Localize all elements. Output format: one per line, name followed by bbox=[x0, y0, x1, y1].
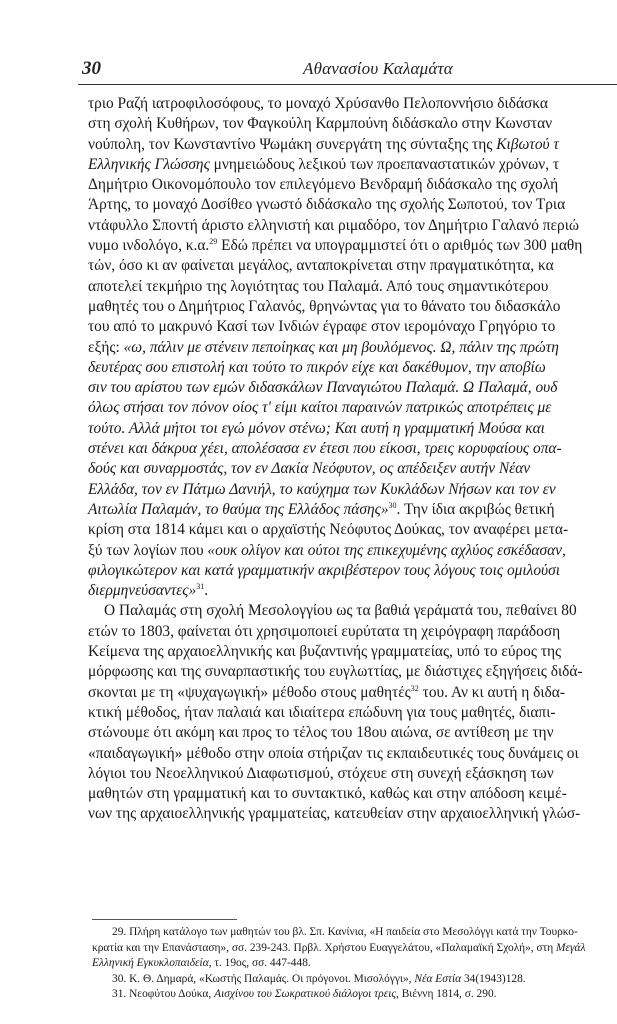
body-text-segment: ετών το 1803, φαίνεται ότι χρησιμοποιεί ευρύτατα τη χειρόγραφη παράδοση bbox=[88, 622, 561, 640]
body-text-segment: σκονται με τη «ψυχαγωγική» μέθοδο στους μαθητές bbox=[88, 683, 411, 701]
footnote-text-segment: 34(1943)128. bbox=[461, 972, 526, 985]
body-line bbox=[88, 338, 617, 358]
footnote-line bbox=[92, 925, 617, 941]
body-text-segment: φιλογικώτερον και κατά γραμματικήν ακριβέστερον τους λόγους τοις ομιλούσι bbox=[88, 561, 560, 579]
body-text-segment: σιν του αρίστου των εμών διδασκάλων Παναγιώτου Παλαμά. Ω Παλαμά, ουδ bbox=[88, 379, 558, 397]
body-line bbox=[88, 601, 617, 621]
page-number: 30 bbox=[82, 58, 101, 79]
body-line bbox=[88, 297, 617, 317]
footnote-text-segment: Νέα Εστία bbox=[414, 972, 462, 985]
body-text-segment: ξύ των λογίων που bbox=[88, 541, 208, 559]
body-text-segment: κτική μέθοδος, ήταν παλαιά και ιδιαίτερα επώδυνη για τους μαθητές, διαπι- bbox=[88, 703, 556, 721]
body-text-segment: όλως στήσαι τον πόνον οίος τ' είμι καίτοι παραινών πατρικώς αποτρέπεις με bbox=[88, 399, 552, 417]
footnote-reference: 30 bbox=[388, 500, 397, 510]
body-line bbox=[88, 784, 617, 804]
body-text-segment: Κιβωτού τ bbox=[496, 135, 559, 153]
body-text-segment: Κείμενα της αρχαιοελληνικής και βυζαντινής γραμματείας, υπό το εύρος της bbox=[88, 643, 562, 661]
footnote-reference: 32 bbox=[410, 683, 419, 693]
body-line bbox=[88, 358, 617, 378]
body-line bbox=[88, 135, 617, 155]
footnote-line bbox=[92, 941, 617, 957]
body-line bbox=[88, 195, 617, 215]
body-text-segment: κρίση στα 1814 κάμει και ο αρχαϊστής Νεόφυτος Δούκας, τον αναφέρει μετα- bbox=[88, 521, 569, 539]
footnote-text-segment: 30. Κ. Θ. Δημαρά, «Κωστής Παλαμάς. Οι πρόγονοι. Μισολόγγι», bbox=[112, 972, 415, 985]
body-line bbox=[88, 561, 617, 581]
body-text-segment: Άρτης, το μοναχό Δοσίθεο γνωστό διδάσκαλο της σχολής Σωποτού, τον Τρια bbox=[88, 196, 566, 214]
footnote-text-segment: Μεγάλ bbox=[556, 941, 586, 954]
body-text-segment: «ω, πάλιν με στένειν πεποίηκας και μη βουλόμενος. Ω, πάλιν της πρώτη bbox=[123, 338, 559, 356]
footnote-text-segment: Ελληνική Εγκυκλοπαιδεία bbox=[92, 957, 209, 969]
body-line bbox=[88, 581, 617, 601]
footnote-text-segment: , τ. 19ος, σσ. 447-448. bbox=[208, 957, 311, 969]
body-text-segment: αποτελεί τεκμήριο της λογιότητας του Παλαμά. Από τους σημαντικότερου bbox=[88, 277, 549, 295]
body-text-segment: μαθητές του ο Δημήτριος Γαλανός, θρηνώντας για το θάνατο του διδασκάλο bbox=[88, 297, 561, 315]
body-line bbox=[88, 398, 617, 418]
body-line bbox=[88, 804, 617, 824]
body-text-segment: του από το μακρυνό Κασί των Ινδιών έγραφε στον ιερομόναχο Γρηγόριο το bbox=[88, 318, 556, 336]
body-line bbox=[88, 439, 617, 459]
body-text bbox=[88, 94, 617, 825]
header-rule bbox=[78, 84, 617, 85]
body-text-segment: Αιτωλία Παλαμάν, το θαύμα της Ελλάδος πάσης» bbox=[88, 500, 389, 518]
body-line bbox=[88, 622, 617, 642]
footnote-text-segment: 29. Πλήρη κατάλογο των μαθητών του βλ. Σπ. Κανίνια, «Η παιδεία στο Μεσολόγγι κατά την Τουρκο- bbox=[112, 926, 578, 938]
footnote-rule bbox=[92, 919, 237, 920]
running-title: Αθανασίου Καλαμάτα bbox=[303, 59, 453, 78]
body-text-segment: μνημειώδους λεξικού των προεπαναστατικών χρόνων, τ bbox=[209, 155, 560, 173]
body-text-segment: Ελλάδα, τον εν Πάτμω Δανιήλ, το καύχημα των Κυκλάδων Νήσων και τον εν bbox=[88, 480, 556, 498]
body-line bbox=[88, 317, 617, 337]
footnote-line bbox=[92, 972, 617, 988]
body-line bbox=[88, 114, 617, 134]
body-text-segment: . bbox=[204, 582, 209, 600]
body-line bbox=[88, 94, 617, 114]
body-text-segment: τριο Ραζή ιατροφιλοσόφους, το μοναχό Χρύσανθο Πελοποννήσιο διδάσκα bbox=[88, 95, 548, 112]
body-text-segment: «ουκ ολίγον και ούτοι της επικεχυμένης αχλύος εσκέδασαν, bbox=[207, 541, 566, 559]
body-line bbox=[88, 500, 617, 520]
body-text-segment: . Την ίδια ακριβώς θετική bbox=[396, 500, 555, 518]
body-text-segment: στένει και δάκρυα χέει, απολέσασα εν έτεσι που είκοσι, τρεις κορυφαίους οπα- bbox=[88, 440, 562, 458]
body-text-segment: του. Αν κι αυτή η διδα- bbox=[418, 683, 565, 701]
body-line bbox=[88, 419, 617, 439]
body-line bbox=[88, 520, 617, 540]
footnote-reference: 29 bbox=[209, 236, 218, 246]
body-text-segment: Δημήτριο Οικονομόπουλο τον επιλεγόμενο Βενδραμή διδάσκαλο της σχολή bbox=[88, 176, 559, 194]
body-line bbox=[88, 480, 617, 500]
body-text-segment: Ελληνικής Γλώσσης bbox=[88, 155, 210, 173]
body-line bbox=[88, 642, 617, 662]
footnote-text-segment: , Βιέννη 1814, σ. 290. bbox=[396, 988, 497, 1000]
body-line bbox=[88, 703, 617, 723]
body-line bbox=[88, 155, 617, 175]
body-line bbox=[88, 764, 617, 784]
body-text-segment: τούτο. Αλλά μήτοι τοι εγώ μόνον στένω; Και αυτή η γραμματική Μούσα και bbox=[88, 419, 545, 437]
body-line bbox=[88, 683, 617, 703]
body-text-segment: «παιδαγωγική» μέθοδο στην οποία στήριζαν τις εκπαιδευτικές τους δυνάμεις οι bbox=[88, 744, 579, 762]
body-text-segment: δευτέρας σου επιστολή και τούτο το πικρόν είχε και δακέθυμον, την αποβίω bbox=[88, 358, 546, 376]
body-text-segment: Ο Παλαμάς στη σχολή Μεσολογγίου ως τα βαθιά γεράματά του, πεθαίνει 80 bbox=[104, 602, 577, 620]
body-text-segment: στη σχολή Κυθήρων, τον Φαγκούλη Καρμπούνη διδάσκαλο στην Κωνσταν bbox=[88, 115, 553, 133]
footnote-line bbox=[92, 987, 617, 1003]
footnote-text-segment: κρατία και την Επανάσταση», σσ. 239-243. Πρβλ. Χρήστου Ευαγγελάτου, «Παλαμαϊκή Σχολή», στη bbox=[92, 941, 557, 954]
body-text-segment: νούπολη, τον Κωνσταντίνο Ψωμάκη συνεργάτη της σύνταξης της bbox=[88, 135, 497, 153]
body-text-segment: μόρφωσης και της συναρπαστικής του ευγλωττίας, με διάστιχες εξηγήσεις διδά- bbox=[88, 663, 583, 681]
body-line bbox=[88, 256, 617, 276]
body-text-segment: λόγιοι του Νεοελληνικού Διαφωτισμού, στόχευε στη συνεχή εξάσκηση των bbox=[88, 764, 554, 782]
body-line bbox=[88, 459, 617, 479]
footnotes bbox=[92, 925, 617, 1003]
body-line bbox=[88, 236, 617, 256]
body-line bbox=[88, 175, 617, 195]
body-text-segment: διερμηνεύσαντες» bbox=[88, 582, 197, 600]
footnote-line bbox=[92, 956, 617, 972]
body-line bbox=[88, 216, 617, 236]
body-line bbox=[88, 541, 617, 561]
body-text-segment: μαθητών στη γραμματική και το συντακτικό, καθώς και στην απόδοση κειμέ- bbox=[88, 785, 567, 803]
body-text-segment: δούς και συναρμοστάς, τον εν Δακία Νεόφυτον, ος απέδειξεν αυτήν Νέαν bbox=[88, 460, 531, 478]
body-line bbox=[88, 723, 617, 743]
page-header bbox=[78, 58, 617, 84]
footnote-text-segment: 31. Νεοφύτου Δούκα, bbox=[112, 988, 215, 1000]
footnote-reference: 31 bbox=[196, 582, 205, 591]
body-text-segment: νων της αρχαιοελληνικής γραμματείας, κατευθείαν στην αρχαιοελληνική γλώσ- bbox=[88, 805, 581, 823]
body-text-segment: ντάφυλλο Σποντή άριστο ελληνιστή και ριμαδόρο, τον Δημήτριο Γαλανό περιώ bbox=[88, 216, 579, 234]
body-line bbox=[88, 378, 617, 398]
body-text-segment: τών, όσο κι αν φαίνεται μεγάλος, ανταποκρίνεται στην πραγματικότητα, κα bbox=[88, 257, 554, 275]
footnote-text-segment: Αισχίνου του Σωκρατικού διάλογοι τρεις bbox=[214, 988, 396, 1000]
body-line bbox=[88, 277, 617, 297]
body-text-segment: στώνουμε ότι ακόμη και προς το τέλος του 18ου αιώνα, σε αντίθεση με την bbox=[88, 724, 554, 742]
body-line bbox=[88, 662, 617, 682]
body-text-segment: Εδώ πρέπει να υπογραμμιστεί ότι ο αριθμός των 300 μαθη bbox=[217, 237, 583, 255]
body-text-segment: νυμο ινδολόγο, κ.α. bbox=[88, 237, 210, 255]
body-text-segment: εξής: bbox=[88, 338, 124, 356]
body-line bbox=[88, 744, 617, 764]
